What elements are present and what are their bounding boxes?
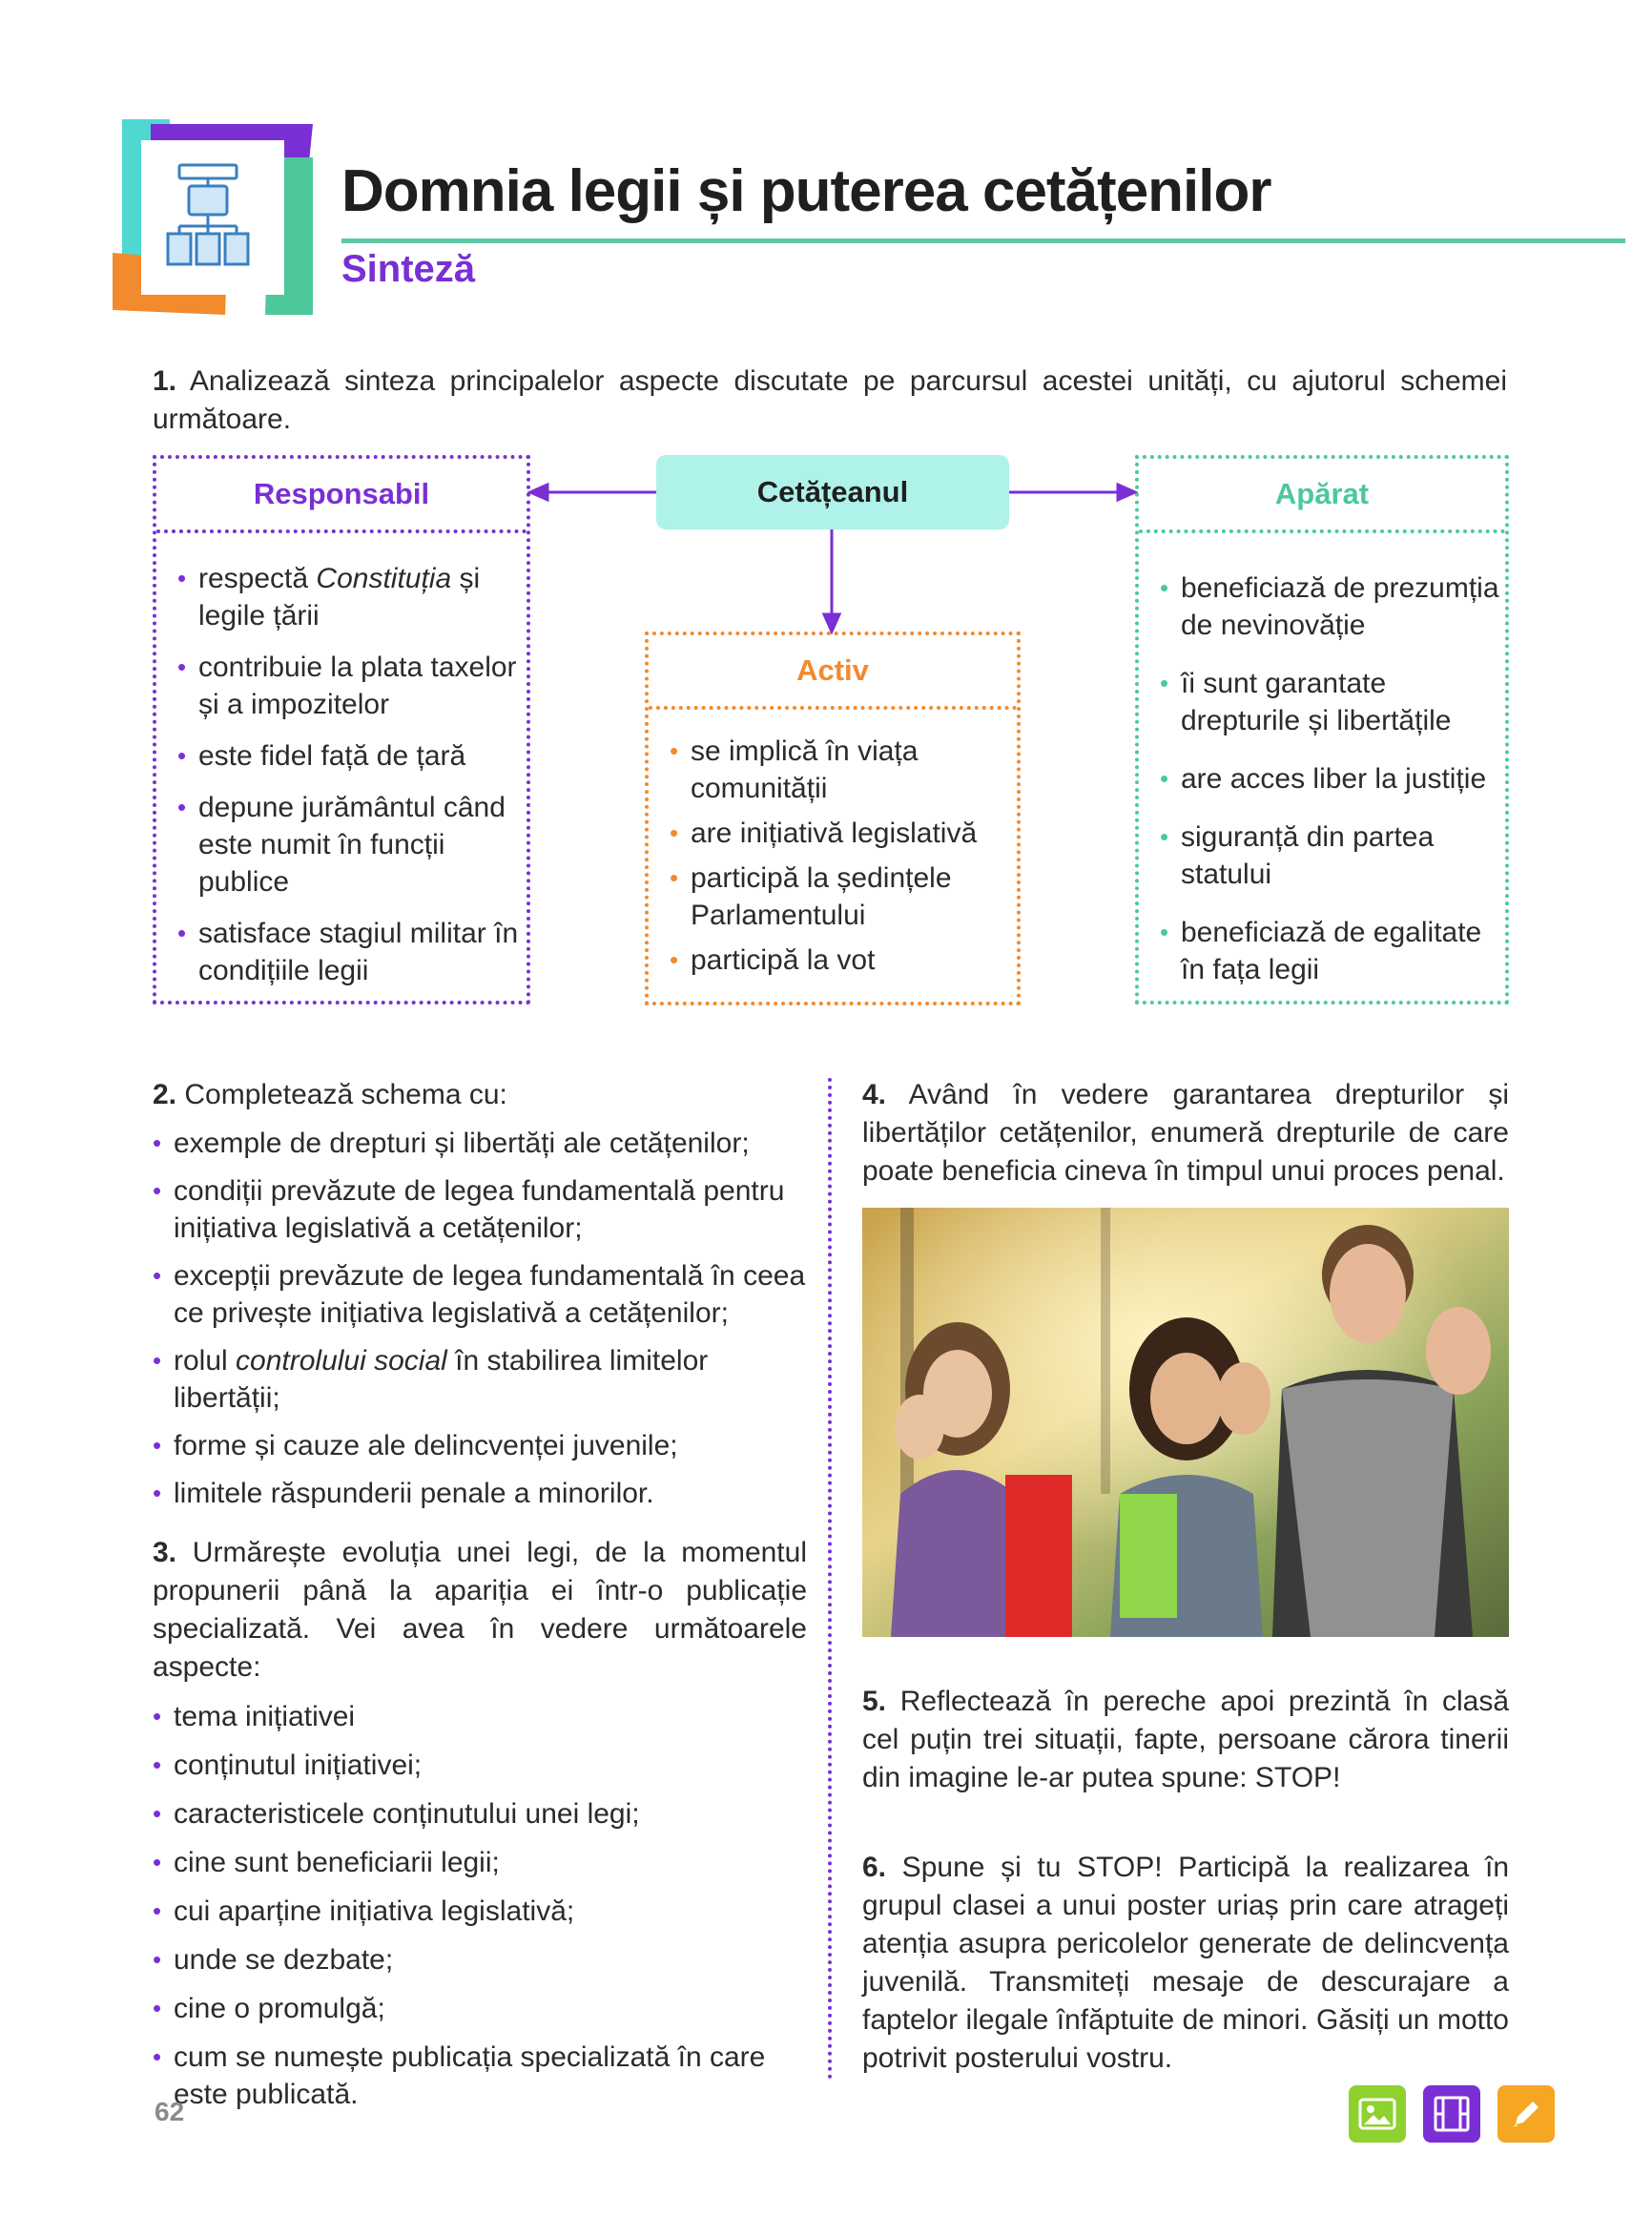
list-item: • cum se numește publicația specializată în care este publicată.	[153, 2039, 807, 2113]
activ-box	[645, 632, 1021, 1005]
list-item: • cine o promulgă;	[153, 1990, 807, 2027]
task-number: 1.	[153, 365, 177, 397]
teens-stop-photo	[862, 1208, 1509, 1637]
list-item: • unde se dezbate;	[153, 1941, 807, 1978]
list-item: • este fidel față de țară	[177, 737, 519, 775]
task-2-list	[153, 1125, 807, 1512]
task-text: Analizează sinteza principalelor aspecte discutate pe parcursul acestei unități, cu ajutorul schemei următoare.	[153, 365, 1507, 435]
list-item: • îi sunt garantate drepturile și libertățile	[1160, 665, 1499, 739]
list-item: • conținutul inițiativei;	[153, 1747, 807, 1784]
page-title: Domnia legii și puterea cetățenilor	[341, 158, 1271, 224]
task-6: 6. Spune și tu STOP! Participă la realizarea în grupul clasei a unui poster uriaș prin care atrageți atenția asupra pericolelor generate de delincvența juvenilă. Transmiteți mesaje de descurajare a faptelor ilegale înfăptuite de minori. Găsiți un motto potrivit posterului vostru.	[862, 1852, 1509, 2074]
list-item: • se implică în viața comunității	[670, 733, 1009, 807]
list-item: • respectă Constituția și legile țării	[177, 560, 519, 634]
list-item: • beneficiază de prezumția de nevinovăție	[1160, 570, 1499, 644]
list-item: • forme și cauze ale delincvenței juvenile;	[153, 1427, 807, 1464]
list-item: • siguranță din partea statului	[1160, 818, 1499, 893]
column-divider	[828, 1078, 832, 2080]
aparat-title: Apărat	[1139, 459, 1505, 533]
list-item: • participă la vot	[670, 942, 1009, 979]
list-item: • caracteristicele conținutului unei legi;	[153, 1795, 807, 1833]
diagram-center-box: Cetățeanul	[656, 455, 1009, 529]
page-subtitle: Sinteză	[341, 248, 476, 290]
activ-title: Activ	[649, 635, 1017, 710]
list-item: • are acces liber la justiție	[1160, 760, 1499, 797]
list-item: • satisface stagiul militar în condițiile legii	[177, 915, 519, 989]
task-3	[153, 1534, 807, 2113]
task-2	[153, 1076, 807, 1512]
task-3-list	[153, 1698, 807, 2113]
responsabil-list	[177, 560, 519, 989]
activ-list	[670, 733, 1009, 979]
list-item: • depune jurământul când este numit în funcții publice	[177, 789, 519, 901]
list-item: • excepții prevăzute de legea fundamentală în ceea ce privește inițiativa legislativă a cetățenilor;	[153, 1257, 807, 1332]
task-4: 4. Având în vedere garantarea drepturilor și libertăților cetățenilor, enumeră drepturile de care poate beneficia cineva în timpul unui proces penal.	[862, 1079, 1509, 1187]
list-item: • beneficiază de egalitate în fața legii	[1160, 914, 1499, 988]
list-item: • condiții prevăzute de legea fundamentală pentru inițiativa legislativă a cetățenilor;	[153, 1172, 807, 1247]
list-item: • contribuie la plata taxelor și a impozitelor	[177, 649, 519, 723]
list-item: • cui aparține inițiativa legislativă;	[153, 1893, 807, 1930]
pencil-icon[interactable]	[1497, 2085, 1555, 2143]
list-item: • exemple de drepturi și libertăți ale cetățenilor;	[153, 1125, 807, 1162]
film-icon[interactable]	[1423, 2085, 1480, 2143]
page-number: 62	[155, 2097, 185, 2126]
list-item: • limitele răspunderii penale a minorilor.	[153, 1475, 807, 1512]
responsabil-title: Responsabil	[156, 459, 527, 533]
responsabil-box	[153, 455, 530, 1004]
list-item: • participă la ședințele Parlamentului	[670, 859, 1009, 934]
aparat-box	[1135, 455, 1509, 1004]
list-item: • tema inițiativei	[153, 1698, 807, 1735]
list-item: • rolul controlului social în stabilirea limitelor libertății;	[153, 1342, 807, 1417]
task-5: 5. Reflectează în pereche apoi prezintă în clasă cel puțin trei situații, fapte, persoane cărora tinerii din imagine le-ar putea spune: STOP!	[862, 1686, 1509, 1793]
task-3-intro: 3. Urmărește evoluția unei legi, de la momentul propunerii până la apariția ei într-o publicație specializată. Vei avea în vedere următoarele aspecte:	[153, 1537, 807, 1683]
aparat-list	[1160, 570, 1499, 988]
list-item: • are inițiativă legislativă	[670, 815, 1009, 852]
task-2-intro: 2. Completează schema cu:	[153, 1079, 507, 1110]
image-icon[interactable]	[1349, 2085, 1406, 2143]
list-item: • cine sunt beneficiarii legii;	[153, 1844, 807, 1881]
